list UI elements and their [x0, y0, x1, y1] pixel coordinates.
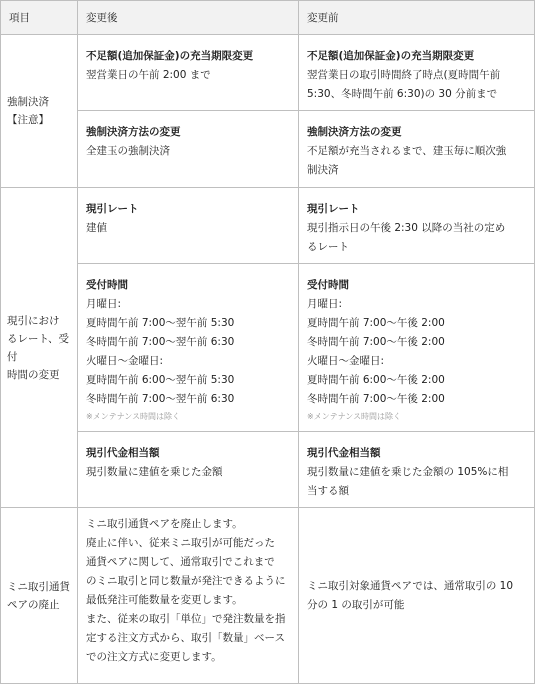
item-title: 不足額(追加保証金)の充当期限変更 — [307, 50, 475, 62]
schedule-line: 冬時間午前 7:00～午後 2:00 — [307, 336, 445, 348]
after-text: 現引数量に建値を乗じた金額 — [86, 466, 223, 478]
after-text: 全建玉の強制決済 — [86, 145, 170, 157]
before-text: ミニ取引対象通貨ペアでは、通常取引の 10 — [307, 579, 514, 592]
schedule-line: 夏時間午前 7:00～午後 2:00 — [307, 317, 445, 329]
schedule-line: 夏時間午前 6:00～翌午前 5:30 — [86, 374, 235, 386]
maintenance-note: ※メンテナンス時間は除く — [307, 412, 402, 421]
before-cell — [299, 111, 535, 188]
schedule-line: 火曜日～金曜日: — [307, 355, 385, 367]
category-label: るレート、受付 — [7, 332, 70, 363]
schedule-line: 夏時間午前 6:00～午後 2:00 — [307, 374, 445, 386]
rate-row — [1, 188, 535, 264]
item-title: 不足額(追加保証金)の充当期限変更 — [86, 50, 254, 62]
before-cell — [299, 432, 535, 508]
after-text: 翌営業日の午前 2:00 まで — [86, 69, 211, 81]
header-item: 項目 — [1, 1, 78, 35]
after-text: また、従来の取引「単位」で発注数量を指 — [86, 613, 286, 625]
after-text: 定する注文方式から、取引「数量」ベース — [86, 632, 285, 644]
schedule-line: 冬時間午前 7:00～翌午前 6:30 — [86, 336, 235, 348]
reception-row — [1, 264, 535, 432]
item-title: 受付時間 — [86, 279, 128, 291]
category-forced — [1, 35, 78, 188]
before-cell — [299, 508, 535, 684]
item-title: 強制決済方法の変更 — [86, 126, 181, 138]
before-text: 5:30、冬時間午前 6:30)の 30 分前まで — [307, 88, 498, 100]
schedule-line: 冬時間午前 7:00～翌午前 6:30 — [86, 393, 235, 405]
header-after: 変更後 — [78, 1, 299, 35]
before-cell — [299, 188, 535, 264]
before-text: 翌営業日の取引時間終了時点(夏時間午前 — [307, 69, 501, 81]
before-text: るレート — [307, 241, 349, 253]
maintenance-note: ※メンテナンス時間は除く — [86, 412, 181, 421]
before-text: 分の 1 の取引が可能 — [307, 598, 405, 611]
forced-method-row — [1, 111, 535, 188]
amount-row — [1, 432, 535, 508]
schedule-line: 火曜日～金曜日: — [86, 355, 164, 367]
after-text: 最低発注可能数量を変更します。 — [86, 594, 243, 606]
after-cell — [78, 432, 299, 508]
item-title: 現引レート — [307, 203, 360, 215]
after-cell — [78, 264, 299, 432]
before-cell — [299, 264, 535, 432]
before-text: 当する額 — [307, 485, 349, 497]
after-text: での注文方式に変更します。 — [86, 651, 222, 663]
mini-row — [1, 508, 535, 684]
category-label: 強制決済 — [7, 96, 49, 108]
header-row — [1, 1, 535, 35]
header-before: 変更前 — [299, 1, 535, 35]
schedule-line: 夏時間午前 7:00～翌午前 5:30 — [86, 317, 235, 329]
after-text: ミニ取引通貨ペアを廃止します。 — [86, 518, 243, 530]
item-title: 現引代金相当額 — [307, 447, 381, 459]
item-title: 現引レート — [86, 203, 139, 215]
before-cell — [299, 35, 535, 111]
after-text: 廃止に伴い、従来ミニ取引が可能だった — [86, 537, 275, 549]
before-text: 制決済 — [307, 164, 339, 176]
before-text: 現引数量に建値を乗じた金額の 105%に相 — [307, 466, 509, 478]
after-text: のミニ取引と同じ数量が発注できるように — [86, 575, 286, 587]
category-label: ペアの廃止 — [7, 598, 60, 611]
schedule-line: 月曜日: — [307, 298, 343, 310]
after-cell — [78, 508, 299, 684]
after-cell — [78, 188, 299, 264]
category-label: 【注意】 — [7, 114, 49, 126]
after-cell — [78, 35, 299, 111]
after-cell — [78, 111, 299, 188]
category-label: 現引におけ — [7, 314, 60, 327]
category-mini — [1, 508, 78, 684]
schedule-line: 冬時間午前 7:00～午後 2:00 — [307, 393, 445, 405]
before-text: 現引指示日の午後 2:30 以降の当社の定め — [307, 222, 506, 234]
category-rate — [1, 188, 78, 508]
after-text: 通貨ペアに関して、通常取引でこれまで — [86, 556, 275, 568]
forced-deadline-row — [1, 35, 535, 111]
schedule-line: 月曜日: — [86, 298, 122, 310]
item-title: 受付時間 — [307, 279, 349, 291]
after-text: 建値 — [86, 222, 107, 234]
item-title: 強制決済方法の変更 — [307, 126, 402, 138]
before-text: 不足額が充当されるまで、建玉毎に順次強 — [307, 145, 507, 157]
item-title: 現引代金相当額 — [86, 447, 160, 459]
category-label: ミニ取引通貨 — [7, 580, 70, 593]
category-label: 時間の変更 — [7, 368, 60, 381]
